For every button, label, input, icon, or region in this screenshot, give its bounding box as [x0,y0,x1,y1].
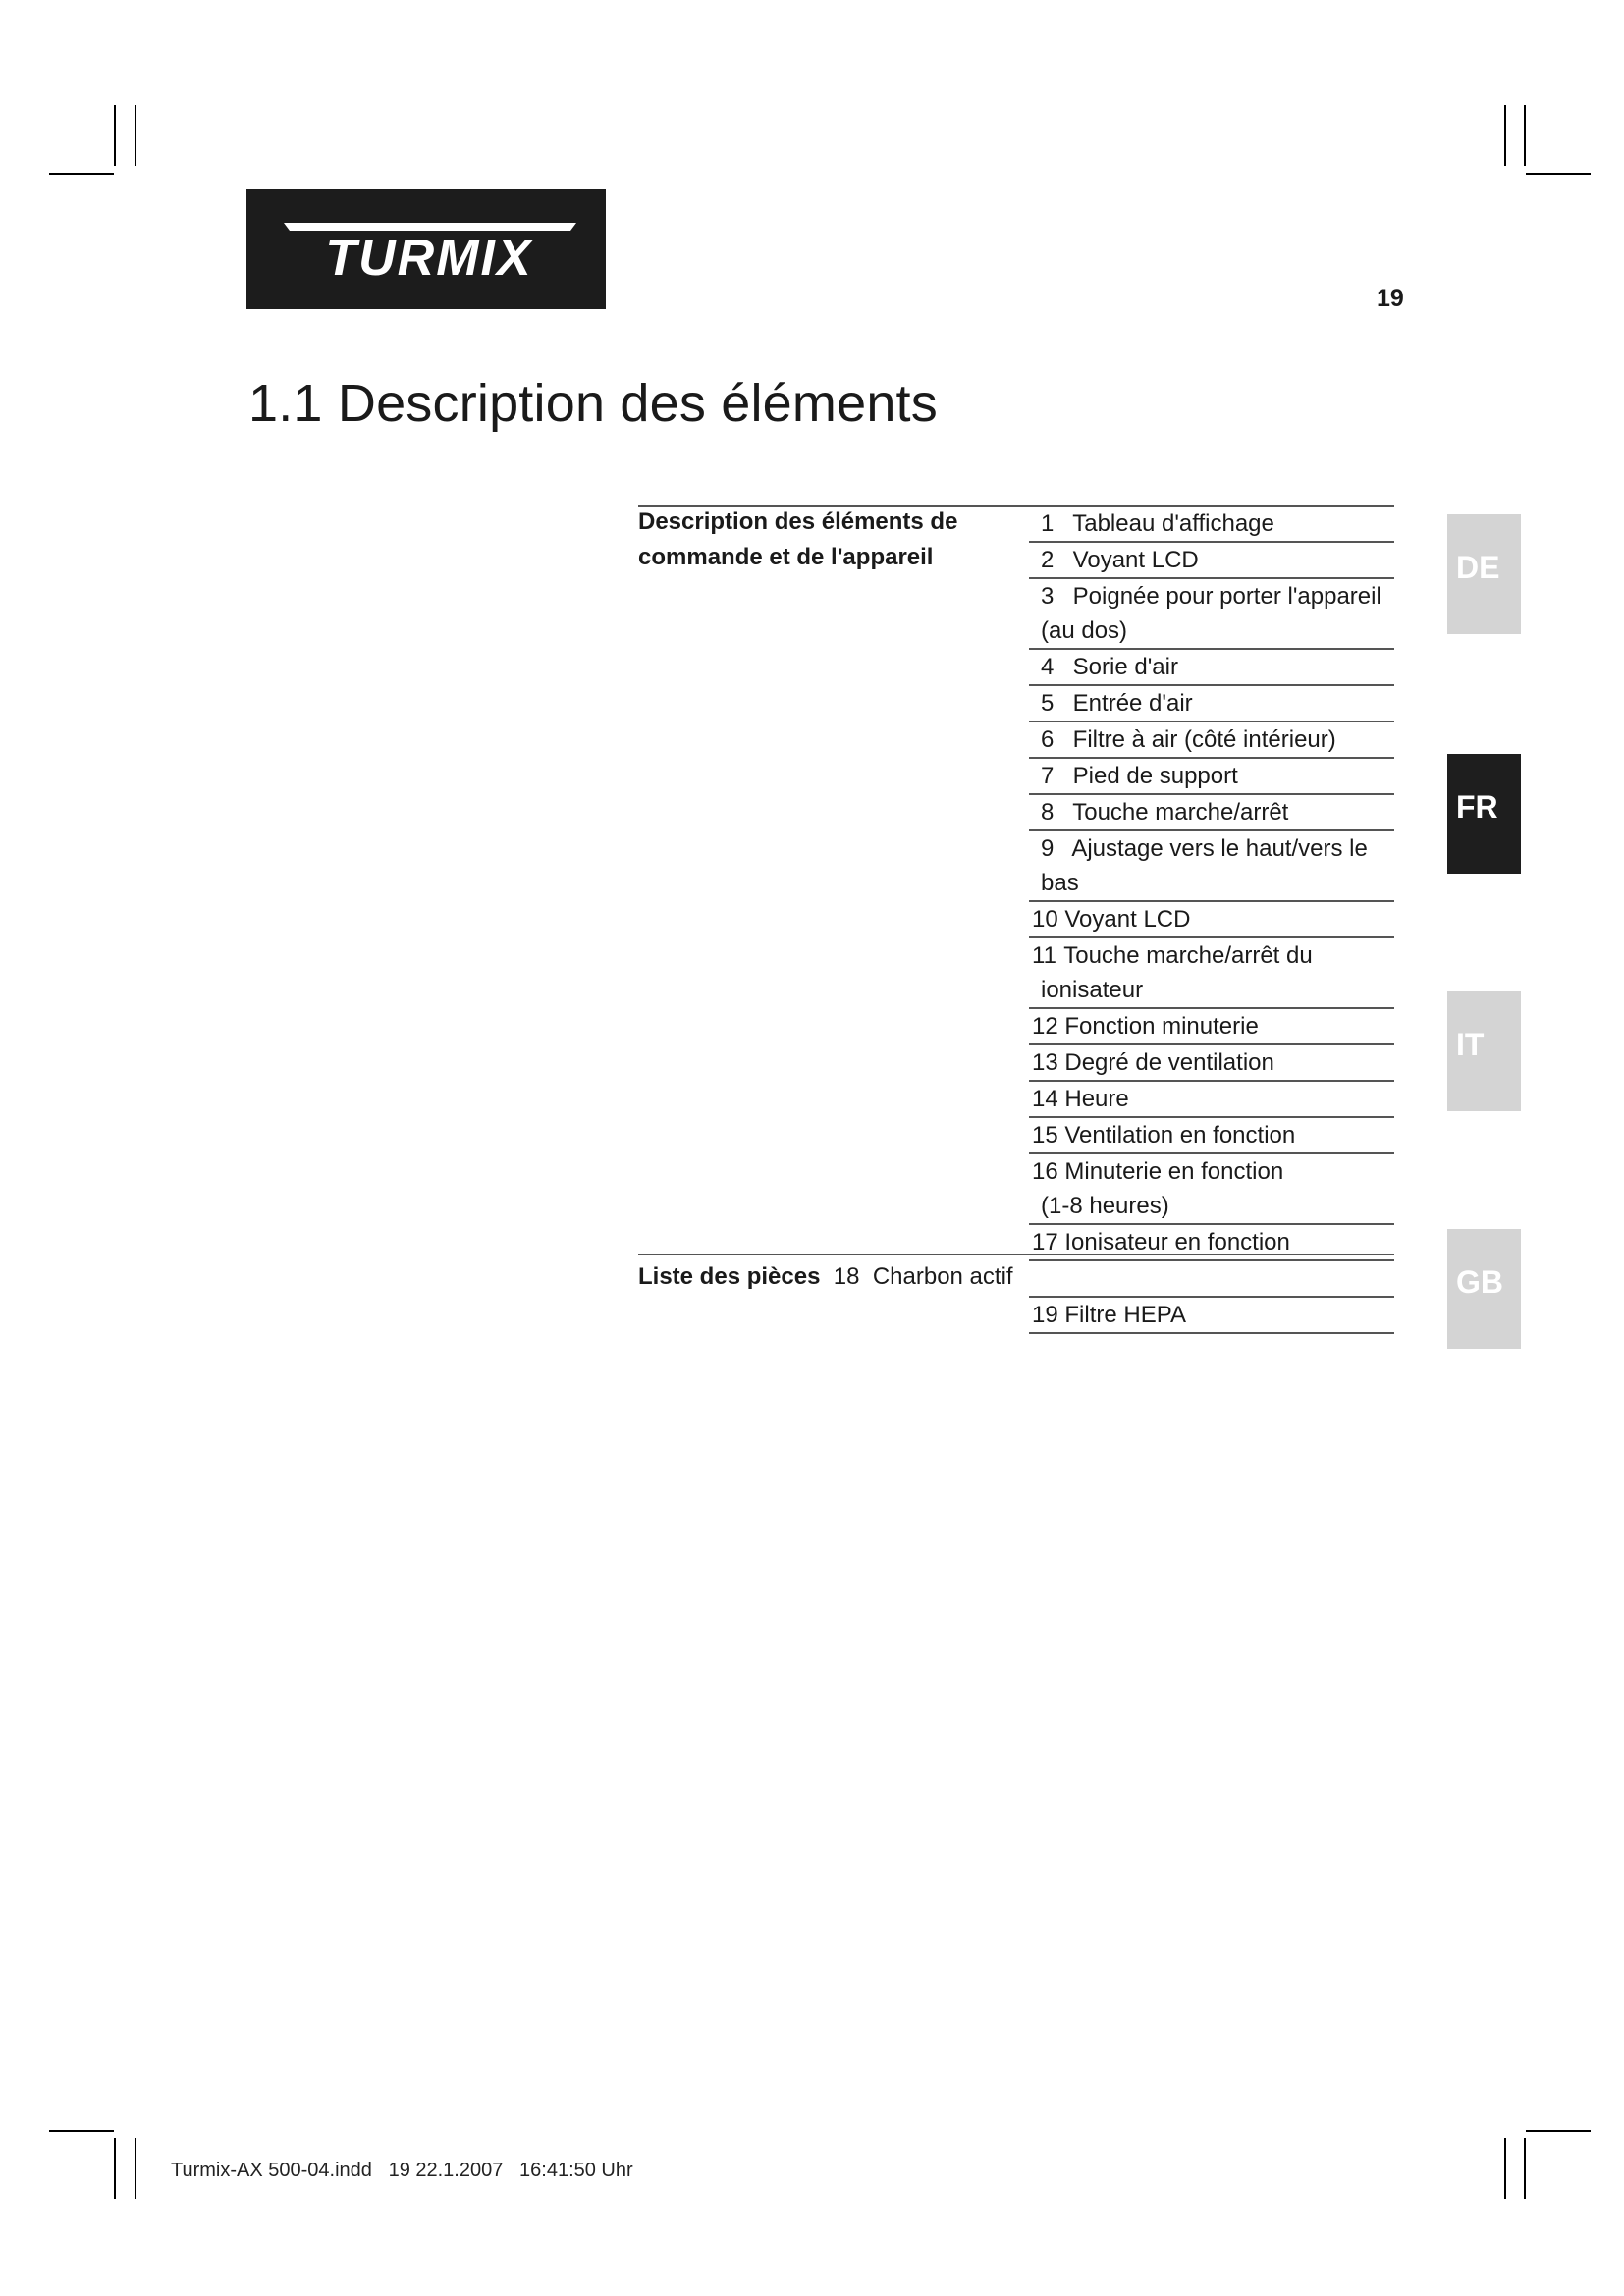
item-text: Ionisateur en fonction [1064,1229,1290,1255]
lang-tab-label: IT [1456,1027,1485,1062]
crop-mark [1504,105,1506,166]
list-item [1029,1118,1394,1154]
item-number: 9 [1041,835,1055,862]
brand-logo [246,189,606,309]
parts-list [1029,1296,1394,1334]
item-number: 6 [1041,726,1055,753]
crop-mark [135,105,136,166]
item-text: Entrée d'air [1072,690,1193,717]
page-number: 19 [1377,285,1404,312]
item-text-continuation: ionisateur [1041,977,1144,1003]
logo-wordmark: TURMIX [325,230,533,287]
list-item [1029,795,1394,831]
crop-mark [1504,2138,1506,2199]
item-number: 16 [1032,1158,1058,1185]
crop-mark [114,2138,116,2199]
item-number: 12 [1032,1013,1058,1040]
section-rule [638,1254,1394,1255]
item-text: Ventilation en fonction [1064,1122,1296,1148]
item-text: Heure [1064,1086,1129,1112]
item-number: 4 [1041,654,1055,680]
lang-tab-label: GB [1456,1264,1503,1300]
item-number: 15 [1032,1122,1058,1148]
item-text-continuation: (au dos) [1041,617,1128,644]
parts-section-label [638,1259,1013,1295]
crop-mark [1524,105,1526,166]
item-text: Voyant LCD [1072,547,1199,573]
crop-mark [49,2130,114,2132]
list-item [1029,938,1394,1009]
item-number: 13 [1032,1049,1058,1076]
item-number: 14 [1032,1086,1058,1112]
list-item [1029,831,1394,902]
lang-tab-fr[interactable] [1447,754,1521,874]
list-item [1029,650,1394,686]
item-text: Poignée pour porter l'appareil [1072,583,1381,610]
item-number: 7 [1041,763,1055,789]
item-number: 1 [1041,510,1055,537]
item-number: 5 [1041,690,1055,717]
list-item [1029,722,1394,759]
list-item [1029,686,1394,722]
item-number: 8 [1041,799,1055,826]
item-text: Voyant LCD [1064,906,1191,933]
lang-tab-label: FR [1456,789,1498,825]
item-number: 10 [1032,906,1058,933]
controls-list [1029,505,1394,1261]
section-rule [638,505,1031,507]
item-text: Ajustage vers le haut/vers le bas [1041,835,1368,896]
crop-mark [114,105,116,166]
parts-item-text: Charbon actif [872,1263,1013,1290]
item-text: Touche marche/arrêt du [1063,942,1313,969]
controls-section-label [638,505,957,575]
page-title: 1.1 Description des éléments [248,374,938,433]
item-text: Filtre HEPA [1064,1302,1186,1328]
item-text-continuation: (1-8 heures) [1041,1193,1169,1219]
item-text: Fonction minuterie [1064,1013,1259,1040]
crop-mark [1526,2130,1591,2132]
item-text: Filtre à air (côté intérieur) [1072,726,1336,753]
list-item [1029,507,1394,543]
print-slug: Turmix-AX 500-04.indd 19 22.1.2007 16:41:50 Uhr [171,2160,633,2181]
item-number: 3 [1041,583,1055,610]
lang-tab-gb[interactable] [1447,1229,1521,1349]
lang-tab-de[interactable] [1447,514,1521,634]
lang-tab-it[interactable] [1447,991,1521,1111]
list-item [1029,759,1394,795]
list-item [1029,543,1394,579]
lang-tab-label: DE [1456,550,1500,585]
item-number: 11 [1032,942,1056,969]
list-item [1029,1225,1394,1261]
crop-mark [1524,2138,1526,2199]
item-text: Touche marche/arrêt [1072,799,1289,826]
item-number: 19 [1032,1302,1058,1328]
list-item [1029,1009,1394,1045]
list-item [1029,1298,1394,1334]
item-text: Sorie d'air [1072,654,1178,680]
item-text: Pied de support [1072,763,1238,789]
list-item [1029,1082,1394,1118]
crop-mark [49,173,114,175]
parts-item-num: 18 [833,1263,860,1290]
item-text: Minuterie en fonction [1064,1158,1284,1185]
list-item [1029,1154,1394,1225]
list-item [1029,1045,1394,1082]
controls-section-label-line1: Description des éléments de [638,508,958,535]
turmix-logo-graphic [246,189,606,309]
list-item [1029,579,1394,650]
list-item [1029,902,1394,938]
item-number: 17 [1032,1229,1058,1255]
item-text: Degré de ventilation [1064,1049,1274,1076]
crop-mark [1526,173,1591,175]
parts-label: Liste des pièces [638,1263,821,1290]
controls-section-label-line2: commande et de l'appareil [638,544,934,570]
item-number: 2 [1041,547,1055,573]
crop-mark [135,2138,136,2199]
item-text: Tableau d'affichage [1072,510,1274,537]
